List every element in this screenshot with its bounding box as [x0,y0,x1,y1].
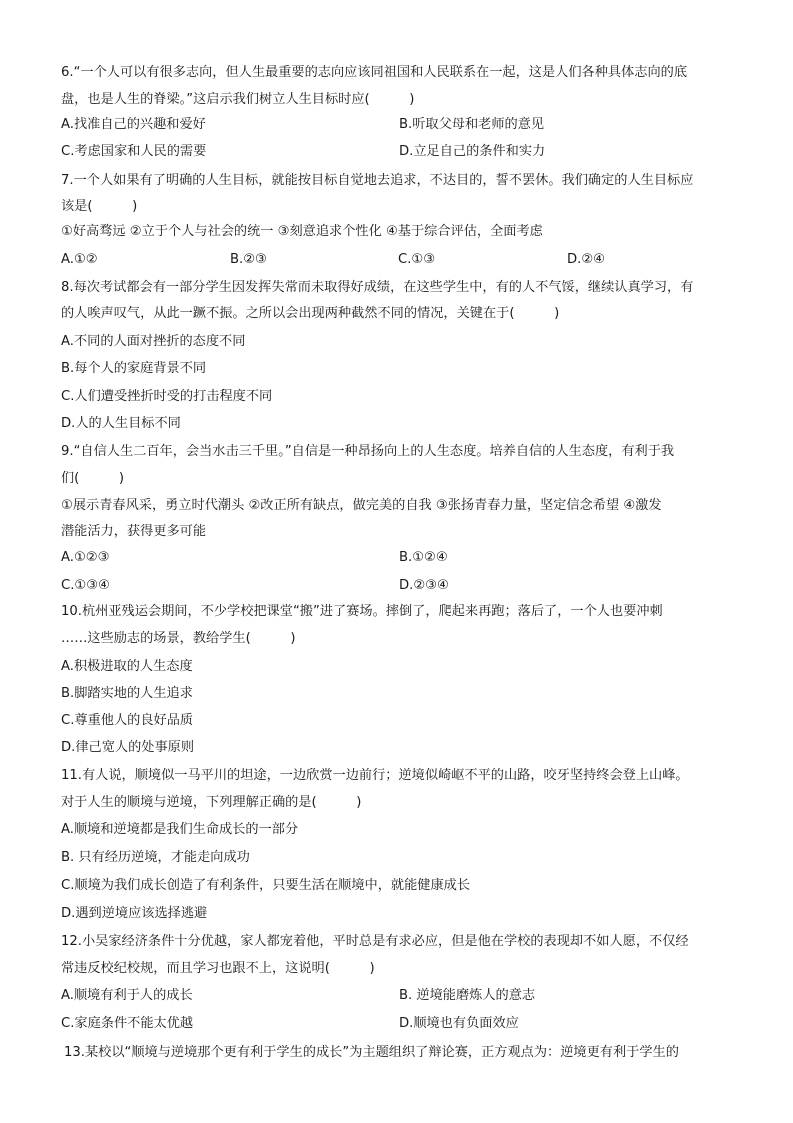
q6-option-a: A.找准自己的兴趣和爱好 [61,117,206,132]
q12-stem-line-1: 12.小吴家经济条件十分优越，家人都宠着他，平时总是有求必应，但是他在学校的表现却不如人愿，不仅经 [61,934,689,949]
q12-option-b: B. 逆境能磨炼人的意志 [399,988,536,1003]
q12-option-a: A.顺境有利于人的成长 [61,988,193,1003]
q7-statements: ①好高骛远 ②立于个人与社会的统一 ③刻意追求个性化 ④基于综合评估，全面考虑 [61,224,543,239]
q10-option-a: A.积极进取的人生态度 [61,659,193,674]
q6-stem-line-2: 盘，也是人生的脊梁。”这启示我们树立人生目标时应( ) [61,92,415,107]
q12-stem-line-2: 常违反校纪校规，而且学习也跟不上，这说明( ) [61,961,375,976]
q9-option-c: C.①③④ [61,578,110,593]
q11-stem-line-1: 11.有人说，顺境似一马平川的坦途，一边欣赏一边前行；逆境似崎岖不平的山路，咬牙坚持终会登上山峰。 [61,768,689,783]
q9-stem-line-1: 9.“自信人生二百年，会当水击三千里。”自信是一种昂扬向上的人生态度。培养自信的人生态度，有利于我 [61,444,675,459]
q11-option-b: B. 只有经历逆境，才能走向成功 [61,850,250,865]
q13-stem-line-1: 13.某校以“顺境与逆境那个更有利于学生的成长”为主题组织了辩论赛，正方观点为：逆境更有利于学生的 [64,1045,679,1060]
q11-option-c: C.顺境为我们成长创造了有利条件，只要生活在顺境中，就能健康成长 [61,878,471,893]
q10-option-d: D.律己宽人的处事原则 [61,740,195,755]
q7-stem-line-2: 该是( ) [61,199,138,214]
q12-option-d: D.顺境也有负面效应 [399,1016,519,1031]
q9-option-a: A.①②③ [61,550,110,565]
q10-option-b: B.脚踏实地的人生追求 [61,686,193,701]
q11-stem-line-2: 对于人生的顺境与逆境，下列理解正确的是( ) [61,795,362,810]
q10-stem-line-1: 10.杭州亚残运会期间，不少学校把课堂“搬”进了赛场。摔倒了，爬起来再跑；落后了，一个人也要冲刺 [61,604,663,619]
q10-option-c: C.尊重他人的良好品质 [61,713,194,728]
q8-option-a: A.不同的人面对挫折的态度不同 [61,334,246,349]
q11-option-d: D.遇到逆境应该选择逃避 [61,906,208,921]
q7-stem-line-1: 7.一个人如果有了明确的人生目标，就能按目标自觉地去追求，不达目的，誓不罢休。我们确定的人生目标应 [61,173,694,188]
q7-option-a: A.①② [61,252,98,267]
q10-stem-line-2: ……这些励志的场景，教给学生( ) [61,631,296,646]
q7-option-d: D.②④ [567,252,605,267]
q12-option-c: C.家庭条件不能太优越 [61,1016,194,1031]
q8-stem-line-1: 8.每次考试都会有一部分学生因发挥失常而未取得好成绩，在这些学生中，有的人不气馁，继续认真学习，有 [61,280,694,295]
q9-option-d: D.②③④ [399,578,449,593]
q11-option-a: A.顺境和逆境都是我们生命成长的一部分 [61,822,299,837]
q9-statements-line-2: 潜能活力，获得更多可能 [61,524,207,539]
q6-stem-line-1: 6.“一个人可以有很多志向，但人生最重要的志向应该同祖国和人民联系在一起，这是人们各种具体志向的底 [61,65,688,80]
q7-option-c: C.①③ [398,252,436,267]
q6-option-b: B.听取父母和老师的意见 [399,117,545,132]
q8-option-c: C.人们遭受挫折时受的打击程度不同 [61,389,273,404]
q8-option-b: B.每个人的家庭背景不同 [61,361,207,376]
q9-stem-line-2: 们( ) [61,471,125,486]
q9-option-b: B.①②④ [399,550,448,565]
q8-stem-line-2: 的人唉声叹气，从此一蹶不振。之所以会出现两种截然不同的情况，关键在于( ) [61,306,560,321]
q6-option-c: C.考虑国家和人民的需要 [61,144,207,159]
q8-option-d: D.人的人生目标不同 [61,416,181,431]
q7-option-b: B.②③ [230,252,267,267]
q9-statements-line-1: ①展示青春风采，勇立时代潮头 ②改正所有缺点，做完美的自我 ③张扬青春力量，坚定信念希望 ④激发 [61,498,662,513]
q6-option-d: D.立足自己的条件和实力 [399,144,546,159]
